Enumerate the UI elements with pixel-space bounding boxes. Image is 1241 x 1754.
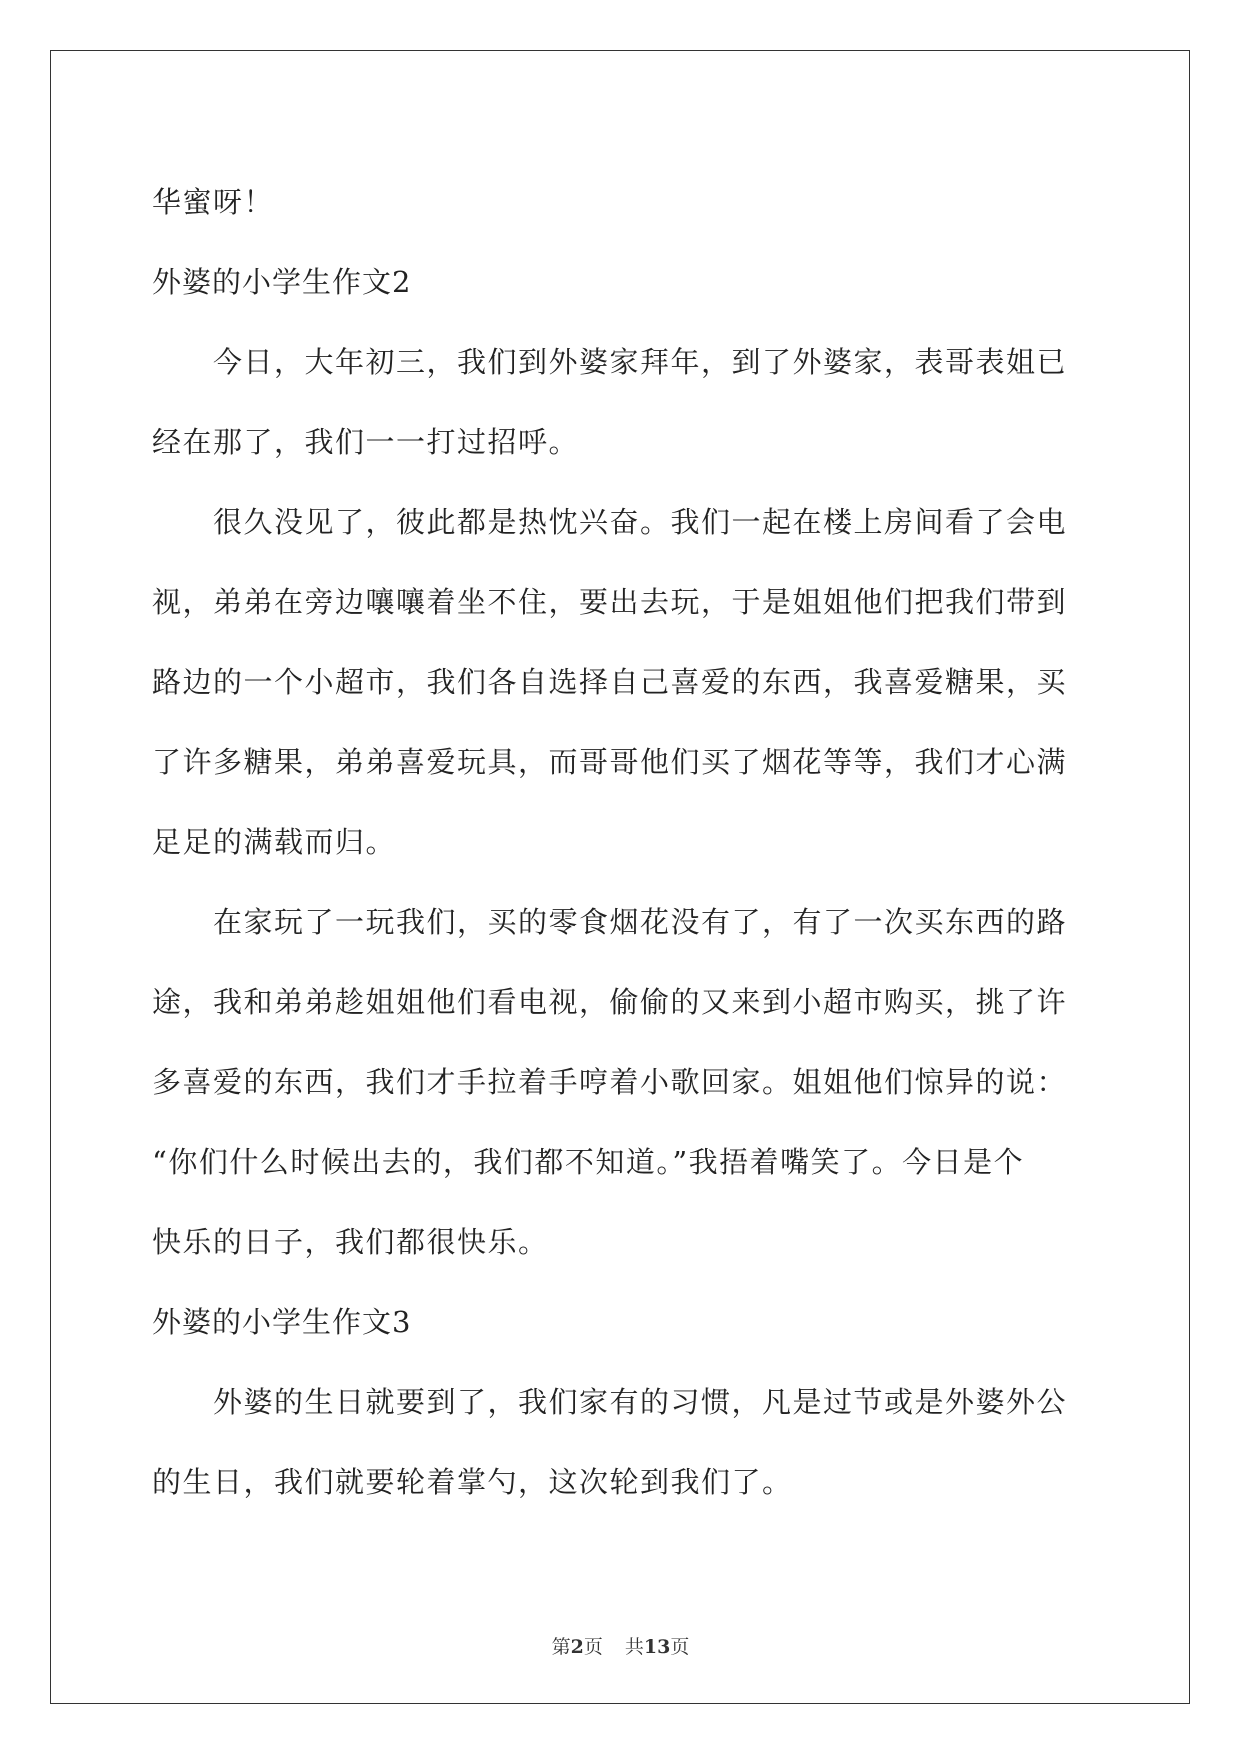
text-line: 很久没见了，彼此都是热忱兴奋。我们一起在楼上房间看了会电 [152,505,1068,539]
total-prefix: 共 [624,1636,644,1658]
text-line: 视，弟弟在旁边嚷嚷着坐不住，要出去玩，于是姐姐他们把我们带到 [152,585,1068,619]
text-line: 快乐的日子，我们都很快乐。 [152,1225,549,1259]
text-line: 途，我和弟弟趁姐姐他们看电视，偷偷的又来到小超市购买，挑了许 [152,985,1068,1019]
text-line: 经在那了，我们一一打过招呼。 [152,425,580,459]
total-suffix: 页 [670,1636,690,1658]
text-line: 华蜜呀！ [152,185,275,219]
text-line: 多喜爱的东西，我们才手拉着手哼着小歌回家。姐姐他们惊异的说： [152,1065,1068,1099]
text-line: 今日，大年初三，我们到外婆家拜年，到了外婆家，表哥表姐已 [152,345,1068,379]
page-footer [0,1632,1241,1659]
text-line: 了许多糖果，弟弟喜爱玩具，而哥哥他们买了烟花等等，我们才心满 [152,745,1068,779]
text-line: 的生日，我们就要轮着掌勺，这次轮到我们了。 [152,1465,793,1499]
text-line: 路边的一个小超市，我们各自选择自己喜爱的东西，我喜爱糖果，买 [152,665,1068,699]
text-line: 外婆的生日就要到了，我们家有的习惯，凡是过节或是外婆外公 [152,1385,1068,1419]
page-prefix: 第 [551,1636,571,1658]
total-pages: 13 [643,1636,671,1658]
text-line: “你们什么时候出去的，我们都不知道。”我捂着嘴笑了。今日是个 [152,1145,1025,1179]
text-line: 足足的满载而归。 [152,825,397,859]
page-suffix: 页 [583,1636,603,1658]
section-heading: 外婆的小学生作文2 [152,265,412,299]
text-line: 在家玩了一玩我们，买的零食烟花没有了，有了一次买东西的路 [152,905,1068,939]
section-heading: 外婆的小学生作文3 [152,1305,412,1339]
document-body [152,162,1092,1522]
page-number: 2 [570,1636,584,1658]
